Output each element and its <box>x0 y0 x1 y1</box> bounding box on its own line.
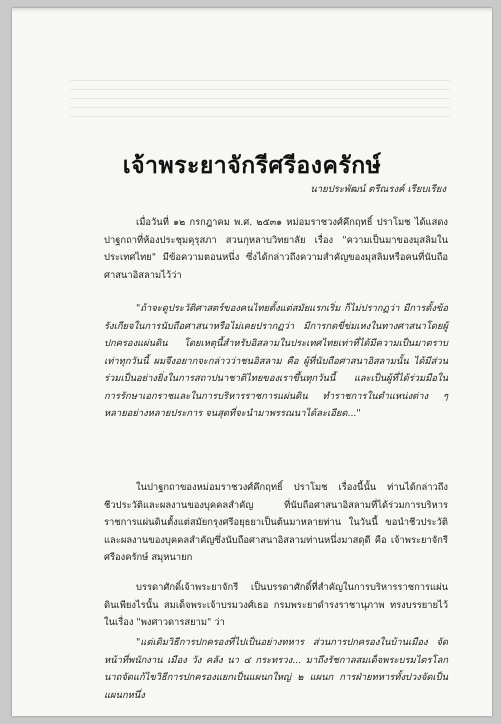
page-top-edge <box>12 8 492 12</box>
author-credit: นายประพัฒน์ ตรีณรงค์ เรียบเรียง <box>310 184 446 195</box>
quote-kukrit: "ถ้าจะดูประวัติศาสตร์ของคนไทยตั้งแต่สมัยแรกเริ่ม ก็ไม่ปรากฏว่า มีการตั้งข้อรังเกียจในการนับถือศาสนาหรือไม่เคยปรากฏว่า มีการกดขี่ข่มเหงในทางศาสนาโดยผู้ปกครองแผ่นดิน โดยเหตุนี้สำหรับอิสลามในประเทศไทยเท่าที่ได้มีความเป็นมาตราบเท่าทุกวันนี้ ผมจึงอยากจะกล่าวว่าชนอิสลาม คือ ผู้ที่นับถือศาสนาอิสลามนั้น ได้มีส่วนร่วมเป็นอย่างยิ่งในการสถาปนาชาติไทยของเราขึ้นทุกวันนี้ และเป็นผู้ที่ได้ร่วมมือในการรักษาเอกราชและในการบริหารราชการแผ่นดิน ทำราชการในตำแหน่งต่าง ๆ หลายอย่างหลายประการ จนสุดที่จะนำมาพรรณนาได้ละเอียด..." <box>104 303 448 419</box>
paragraph-title-importance: บรรดาศักดิ์เจ้าพระยาจักรี เป็นบรรดาศักดิ์ที่สำคัญในการบริหารราชการแผ่นดินเพียงไรนั้น สมเด็จพระเจ้าบรมวงศ์เธอ กรมพระยาดำรงราชานุภาพ ทรงบรรยายไว้ในเรื่อง "พงศาวดารสยาม" ว่า <box>104 582 448 628</box>
show-through-text <box>70 80 450 124</box>
page-title: เจ้าพระยาจักรีศรีองครักษ์ <box>122 153 382 180</box>
document-page <box>12 8 492 716</box>
quote-phongsawadan: "แต่เดิมวิธีการปกครองที่ไปเป็นอย่างทหาร ส่วนการปกครองในบ้านเมือง จัดหน้าที่พนักงาน เมือง วัง คลัง นา ๔ กระทรวง... มาถึงรัชกาลสมเด็จพระบรมไตรโลกนาถจัดแก้ไขวิธีการปกครองแยกเป็นแผนกใหญ่ ๒ แผนก การฝ่ายทหารทั้งปวงจัดเป็นแผนกหนึ่ง <box>104 637 448 701</box>
paragraph-intro: เมื่อวันที่ ๑๒ กรกฎาคม พ.ศ. ๒๕๓๑ หม่อมราชวงศ์คึกฤทธิ์ ปราโมช ได้แสดงปาฐกถาที่ห้องประชุมคุรุสภา สวนกุหลาบวิทยาลัย เรื่อง "ความเป็นมาของมุสลิมในประเทศไทย" มีข้อความตอนหนึ่ง ซึ่งได้กล่าวถึงความสำคัญของมุสลิมหรือคนที่นับถือศาสนาอิสลามไว้ว่า <box>104 217 448 281</box>
paragraph-context: ในปาฐกถาของหม่อมราชวงศ์คึกฤทธิ์ ปราโมช เรื่องนี้นั้น ท่านได้กล่าวถึงชีวประวัติและผลงานของบุคคลสำคัญ ที่นับถือศาสนาอิสลามที่ได้ร่วมการบริหารราชการแผ่นดินตั้งแต่สมัยกรุงศรีอยุธยาเป็นต้นมาหลายท่าน ในวันนี้ ขอนำชีวประวัติและผลงานของบุคคลสำคัญซึ่งนับถือศาสนาอิสลามท่านหนึ่งมาสดุดี คือ เจ้าพระยาจักรีศรีองครักษ์ สมุหนายก <box>104 482 448 563</box>
